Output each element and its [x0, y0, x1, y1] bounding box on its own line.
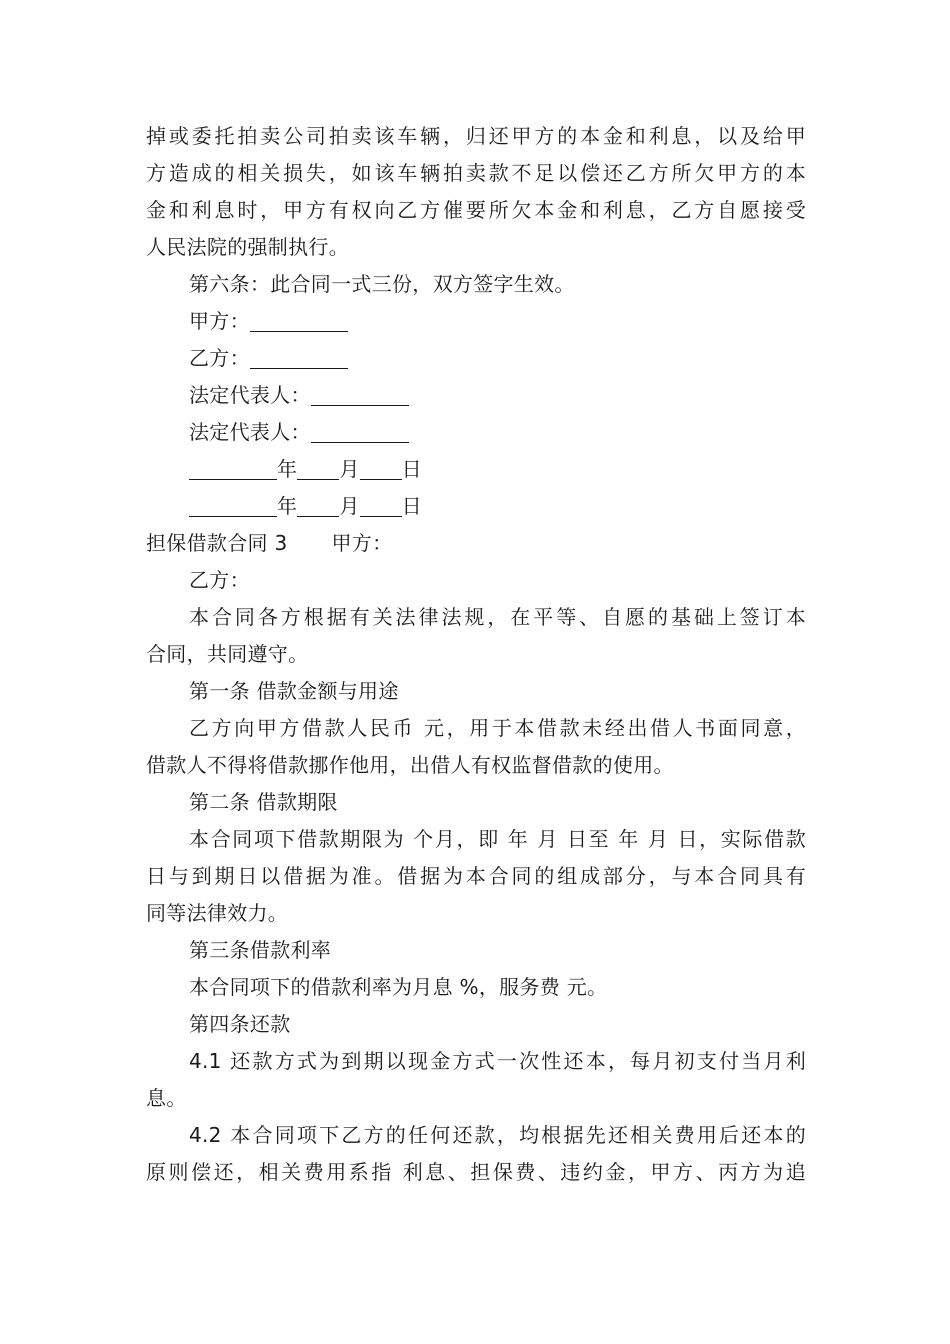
signature-party-a: [146, 303, 806, 340]
signature-legal-rep: [146, 377, 806, 414]
legal-rep-label: 法定代表人：: [189, 420, 311, 444]
article-three-line: 本合同项下的借款利率为月息 %，服务费 元。: [189, 975, 608, 999]
year-blank: [189, 457, 277, 480]
article-one-line: 借款人不得将借款挪作他用，出借人有权监督借款的使用。: [146, 753, 674, 777]
party-b-label: 乙方：: [189, 346, 250, 370]
article-one-line: 乙方向甲方借款人民币 元，用于本借款未经出借人书面同意，: [189, 716, 806, 740]
legal-rep-label: 法定代表人：: [189, 383, 311, 407]
clause-4-1-line: 息。: [146, 1086, 187, 1110]
year-label: 年: [277, 457, 298, 481]
day-label: 日: [401, 494, 422, 518]
year-blank: [189, 494, 277, 517]
intro-line: 本合同各方根据有关法律法规，在平等、自愿的基础上签订本: [189, 605, 806, 629]
clause-4-2-line: 原则偿还，相关费用系指 利息、担保费、违约金，甲方、丙方为追: [146, 1160, 806, 1184]
paragraph-line: 掉或委托拍卖公司拍卖该车辆，归还甲方的本金和利息，以及给甲: [146, 124, 806, 148]
contract-party-b: 乙方：: [189, 568, 250, 592]
contract-title: 担保借款合同 3: [146, 531, 288, 555]
contract-heading: [146, 525, 806, 562]
signature-party-b: [146, 340, 806, 377]
signature-blank: [250, 309, 348, 332]
party-a-label: 甲方：: [189, 309, 250, 333]
signature-blank: [311, 420, 409, 443]
article-three-title: 第三条借款利率: [189, 938, 332, 962]
paragraph-line: 方造成的相关损失，如该车辆拍卖款不足以偿还乙方所欠甲方的本: [146, 161, 806, 185]
clause-4-2-line: 4.2 本合同项下乙方的任何还款，均根据先还相关费用后还本的: [189, 1123, 806, 1147]
month-blank: [297, 457, 339, 480]
intro-line: 合同，共同遵守。: [146, 642, 309, 666]
date-line: [146, 488, 806, 525]
month-label: 月: [339, 457, 360, 481]
article-four-title: 第四条还款: [189, 1012, 291, 1036]
date-line: [146, 451, 806, 488]
contract-party-a: 甲方：: [331, 531, 393, 555]
article-one-title: 第一条 借款金额与用途: [189, 679, 399, 703]
paragraph-line: 人民法院的强制执行。: [146, 235, 349, 259]
article-two-title: 第二条 借款期限: [189, 790, 338, 814]
signature-legal-rep: [146, 414, 806, 451]
year-label: 年: [277, 494, 298, 518]
signature-blank: [250, 346, 348, 369]
day-blank: [360, 457, 402, 480]
article-two-line: 本合同项下借款期限为 个月，即 年 月 日至 年 月 日，实际借款: [189, 827, 806, 851]
paragraph-line: 金和利息时，甲方有权向乙方催要所欠本金和利息，乙方自愿接受: [146, 198, 806, 222]
article-six: 第六条：此合同一式三份，双方签字生效。: [189, 272, 575, 296]
article-two-line: 同等法律效力。: [146, 901, 289, 925]
day-label: 日: [401, 457, 422, 481]
month-blank: [297, 494, 339, 517]
signature-blank: [311, 383, 409, 406]
month-label: 月: [339, 494, 360, 518]
document-body: [146, 118, 806, 1191]
clause-4-1-line: 4.1 还款方式为到期以现金方式一次性还本，每月初支付当月利: [189, 1049, 806, 1073]
day-blank: [360, 494, 402, 517]
article-two-line: 日与到期日以借据为准。借据为本合同的组成部分，与本合同具有: [146, 864, 806, 888]
